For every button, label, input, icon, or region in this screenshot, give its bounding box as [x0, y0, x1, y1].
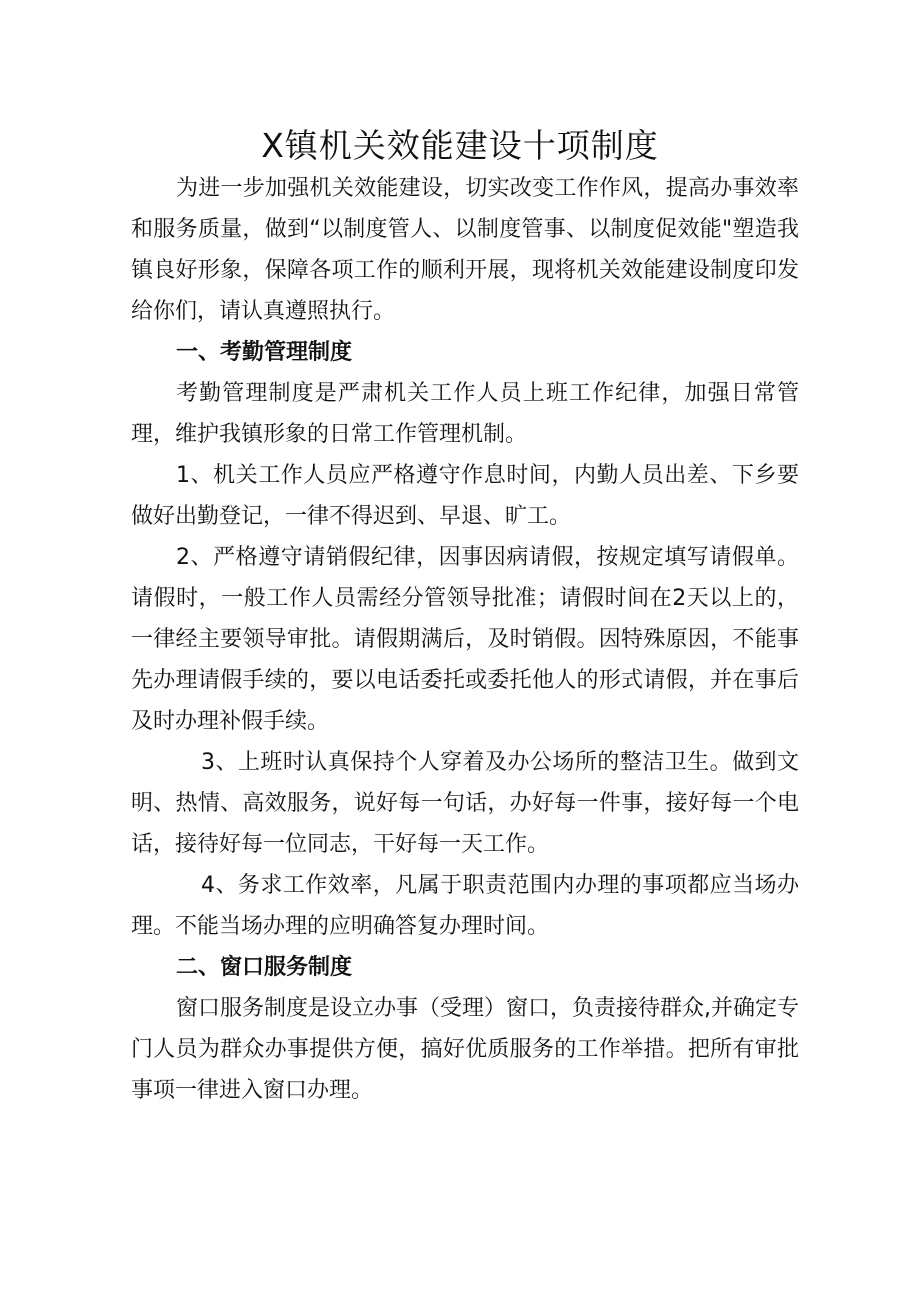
- attendance-rule-3: 3、上班时认真保持个人穿着及办公场所的整洁卫生。做到文明、热情、高效服务，说好每一句话，办好每一件事，接好每一个电话，接待好每一位同志，干好每一天工作。: [131, 750, 799, 857]
- attendance-rule-1: 1、机关工作人员应严格遵守作息时间，内勤人员出差、下乡要做好出勤登记，一律不得迟到、早退、旷工。: [131, 463, 799, 529]
- intro-paragraph: 为进一步加强机关效能建设，切实改变工作作风，提高办事效率和服务质量，做到“以制度管人、以制度管事、以制度促效能"塑造我镇良好形象，保障各项工作的顺利开展，现将机关效能建设制度印发给你们，请认真遵照执行。: [131, 176, 799, 324]
- section-heading-attendance: 一、考勤管理制度: [176, 340, 353, 365]
- document-body: [131, 168, 799, 1111]
- attendance-overview-paragraph: 考勤管理制度是严肃机关工作人员上班工作纪律，加强日常管理，维护我镇形象的日常工作管理机制。: [131, 381, 799, 447]
- section-heading-window-service: 二、窗口服务制度: [176, 955, 353, 980]
- attendance-rule-2: 2、严格遵守请销假纪律，因事因病请假，按规定填写请假单。请假时，一般工作人员需经分管领导批准；请假时间在2天以上的，一律经主要领导审批。请假期满后，及时销假。因特殊原因，不能事先办理请假手续的，要以电话委托或委托他人的形式请假，并在事后及时办理补假手续。: [131, 545, 799, 734]
- attendance-rule-4: 4、务求工作效率，凡属于职责范围内办理的事项都应当场办理。不能当场办理的应明确答复办理时间。: [131, 873, 799, 939]
- document-title: X镇机关效能建设十项制度: [261, 126, 659, 165]
- window-service-paragraph: 窗口服务制度是设立办事（受理）窗口，负责接待群众,并确定专门人员为群众办事提供方便，搞好优质服务的工作举措。把所有审批事项一律进入窗口办理。: [131, 996, 799, 1103]
